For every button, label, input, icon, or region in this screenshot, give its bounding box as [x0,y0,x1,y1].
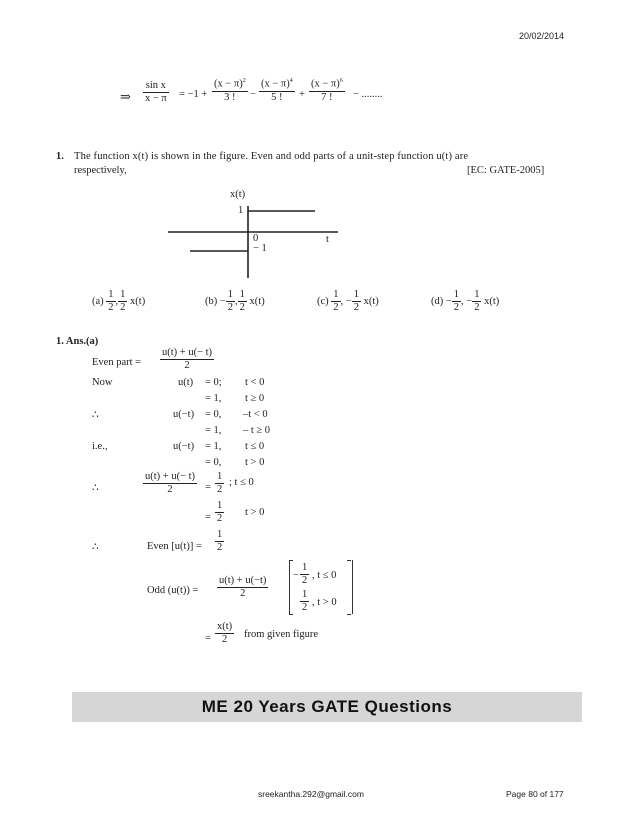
question-number: 1. [56,151,64,162]
eq-start: = −1 + [179,89,208,100]
therefore-2: ∴ [92,483,99,494]
r7-cond: ; t ≤ 0 [229,477,254,488]
even-part-label: Even part = [92,357,142,368]
even-part-fraction: $\frac{u(t) + u(- t)}{2}$ [162,347,213,372]
option-d: (d) − $\frac{1}{2}$ , − $\frac{1}{2}$ x(t) [431,289,500,314]
u-neg-t-label: u(−t) [173,409,195,420]
ie-label: i.e., [92,441,108,452]
figure-level-low: − 1 [253,243,267,254]
final-fraction: $\frac{x(t)}{2}$ [217,621,233,646]
series-tail: − ........ [353,89,383,100]
u-neg-t-label-2: u(−t) [173,441,195,452]
term-plus: + [299,89,305,100]
bracket-right-bottom [347,614,351,615]
footer-page: Page 80 of 177 [506,789,564,799]
m1-cond: , t ≤ 0 [312,570,337,581]
section-banner: ME 20 Years GATE Questions [72,692,582,722]
final-eq: = [205,633,211,644]
header-date: 20/02/2014 [519,31,565,41]
therefore-1: ∴ [92,410,99,421]
bracket-left-top [289,560,293,561]
row4-cond: – t ≥ 0 [243,425,271,436]
figure-svg [0,0,638,300]
footer-email: sreekantha.292@gmail.com [258,789,364,799]
option-c: (c) $\frac{1}{2}$ , − $\frac{1}{2}$ x(t) [317,289,379,314]
m2-cond: , t > 0 [312,597,337,608]
option-b: (b) − $\frac{1}{2}$ , $\frac{1}{2}$ x(t) [205,289,265,314]
r7-fraction: $\frac{1}{2}$ [217,471,223,496]
figure-x-label: t [326,234,329,245]
option-a: (a) $\frac{1}{2}$ , $\frac{1}{2}$ x(t) [92,289,146,314]
row3-eq: = 0, [205,409,222,420]
term-minus: − [250,89,256,100]
r8-eq: = [205,512,211,523]
r7-eq: = [205,482,211,493]
now-label: Now [92,377,113,388]
therefore-3: ∴ [92,542,99,553]
row2-cond: t ≥ 0 [245,393,265,404]
figure-level-high: 1 [238,205,244,216]
row1-eq: = 0; [205,377,222,388]
r8-cond: t > 0 [245,507,265,518]
final-text: from given figure [244,629,319,640]
term-3: $\frac{(x - \pi)^6}{7 !}$ [311,78,343,103]
even-u-label: Even [u(t)] = [147,541,202,552]
bracket-left-bottom [289,614,293,615]
bracket-right-top [347,560,351,561]
row5-eq: = 1, [205,441,222,452]
row6-eq: = 0, [205,457,222,468]
term-1: $\frac{(x - \pi)^2}{3 !}$ [214,78,246,103]
sum-fraction: $\frac{u(t) + u(- t)}{2}$ [145,471,196,496]
odd-fraction: $\frac{u(t) + u(-t)}{2}$ [219,575,267,600]
m1-fraction: $\frac{1}{2}$ [302,562,308,587]
question-text-line2: respectively, [74,165,127,176]
answer-heading: 1. Ans.(a) [56,336,99,347]
term-2: $\frac{(x - \pi)^4}{5 !}$ [261,78,293,103]
implies-arrow: ⇒ [120,89,131,104]
row1-cond: t < 0 [245,377,265,388]
r8-fraction: $\frac{1}{2}$ [217,500,223,525]
m2-fraction: $\frac{1}{2}$ [302,589,308,614]
row3-cond: –t < 0 [243,409,268,420]
row6-cond: t > 0 [245,457,265,468]
row4-eq: = 1, [205,425,222,436]
row5-cond: t ≤ 0 [245,441,265,452]
lhs-fraction: $\frac{\text{sin x}}{x - \pi}$ [145,80,167,105]
u-t-label: u(t) [178,377,194,388]
figure-origin: 0 [253,233,259,244]
row2-eq: = 1, [205,393,222,404]
figure-y-label: x(t) [230,189,246,200]
odd-label: Odd (u(t)) = [147,585,199,596]
question-text-line1: The function x(t) is shown in the figure. Even and odd parts of a unit-step function u(t) are [74,151,469,162]
m1-sign: − [293,570,299,581]
even-u-fraction: $\frac{1}{2}$ [217,529,223,554]
question-source: [EC: GATE-2005] [467,165,545,176]
